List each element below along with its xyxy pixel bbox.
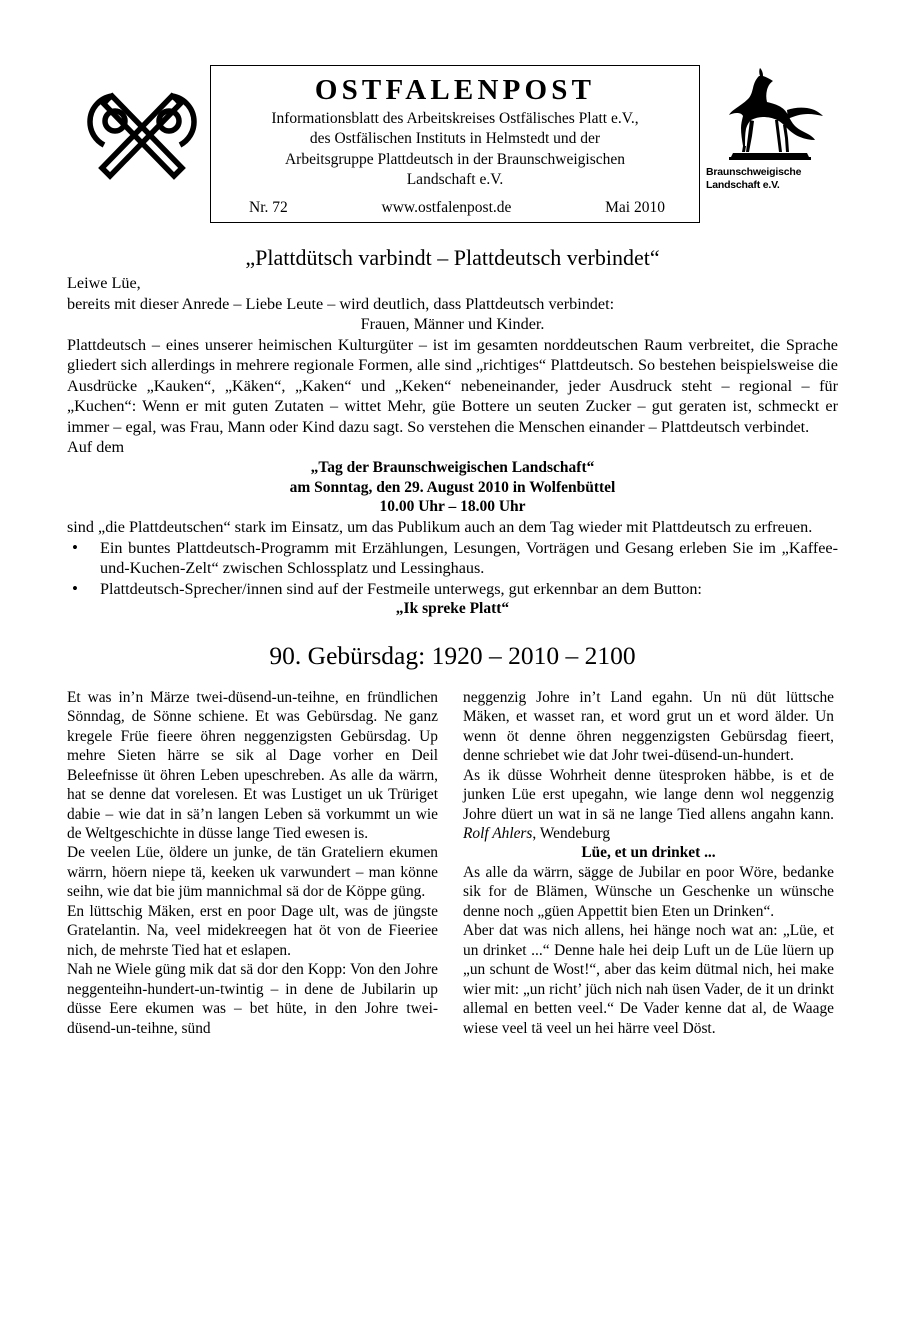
main-paragraph: Plattdeutsch – eines unserer heimischen Kulturgüter – ist im gesamten norddeutschen Raum verbreitet, die Sprache gliedert sich allerdings in mehrere regionale Formen, alle sind „richtiges“ Plattdeutsch. So bestehen beispielsweise die Ausdrücke „Kauken“, „Käken“, „Kaken“ und „Keken“ nebeneinander, jeder Ausdruck steht – regional – für „Kuchen“: Wenn er mit guten Zutaten – wittet Mehr, güe Bottere un seuten Zucker – gut geraten ist, schmeckt er immer – egal, was Frau, Mann oder Kind dazu sagt. So verstehen die Menschen einander – Plattdeutsch verbindet.: [67, 335, 838, 436]
byline-place: , Wendeburg: [532, 824, 611, 842]
subtitle-line-1: Informationsblatt des Arbeitskreises Ostfälisches Platt e.V.,: [271, 110, 639, 128]
list-item: • Plattdeutsch-Sprecher/innen sind auf der Festmeile unterwegs, gut erkennbar an dem Button:: [67, 579, 838, 599]
right-para-4: Aber dat was nich allens, hei hänge noch wat an: „Lüe, et un drinket ...“ Denne hale hei deip Luft un de Lüe lüern up „un schunt de Wost!“, aber das keim dütmal nich, hei make wier mit: „un richt’ jüch nich nah üsen Vader, de it un drinkt allemal en betten veel.“ De Vader kenne dat al, de Waage wiese veel tä veel un hei härre veel Döst.: [463, 922, 834, 1037]
left-para-2: De veelen Lüe, öldere un junke, de tän Grateliern ekumen wärrn, höern niepe tä, keeken uk varwundert – man könne seihn, wie dat bie jüm mannichmal sä dor de Köppe güng.: [67, 844, 438, 901]
masthead-box: [210, 65, 700, 223]
left-column: [67, 688, 438, 1039]
after-event-paragraph: sind „die Plattdeutschen“ stark im Einsatz, um das Publikum auch an dem Tag wieder mit Plattdeutsch zu erfreuen.: [67, 518, 813, 537]
masthead-subtitle: [217, 109, 693, 190]
left-para-3: En lüttschig Mäken, erst en poor Dage ult, was de jüngste Gratelantin. Na, veel midekreegen hat öt von de Fieeriee nich, de mehrste Tied hat et eslapen.: [67, 902, 438, 959]
right-column: [463, 688, 834, 1039]
byline-author: Rolf Ahlers: [463, 824, 533, 842]
masthead-footer: [217, 199, 693, 217]
event-title: „Tag der Braunschweigischen Landschaft“: [310, 458, 595, 476]
two-column-layout: [67, 688, 838, 1039]
subtitle-line-2: des Ostfälischen Instituts in Helmstedt und der: [309, 130, 601, 148]
left-para-4: Nah ne Wiele güng mik dat sä dor den Kopp: Von den Johre neggenteihn-hundert-un-twintig – in dene de Jubilarin up düsse Eere ekumen was – bet hüte, in den Johre twei-düsend-un-teihne, sünd: [67, 961, 438, 1037]
salutation: Leiwe Lüe,: [67, 274, 141, 293]
byline-paragraph-text: As ik düsse Wohrheit denne ütesproken häbbe, is et de junken Lüe erst upegahn, wie lange denn wol neggenzig Johre düert un wat in sä ne lange Tied allens angahn kann.: [463, 766, 834, 823]
button-slogan: „Ik spreke Platt“: [395, 600, 510, 618]
event-announcement: [67, 458, 838, 517]
issue-date: Mai 2010: [605, 198, 665, 216]
logo-caption-line-1: Braunschweigische: [706, 166, 802, 178]
logo-caption: [704, 166, 834, 192]
second-article-title: 90. Gebürsdag: 1920 – 2010 – 2100: [269, 641, 636, 670]
right-para-2-with-byline: [463, 766, 834, 844]
event-time: 10.00 Uhr – 18.00 Uhr: [379, 498, 526, 516]
article-body: [67, 245, 838, 1038]
article-headline: „Plattdütsch varbindt – Plattdeutsch verbindet“: [245, 245, 660, 270]
intro-center-line: Frauen, Männer und Kinder.: [360, 315, 545, 334]
event-lead-in: Auf dem: [67, 438, 125, 457]
logo-caption-line-2: Landschaft e.V.: [706, 179, 780, 192]
masthead: [0, 60, 904, 235]
publication-title: OSTFALENPOST: [314, 74, 596, 106]
intro-line: bereits mit dieser Anrede – Liebe Leute – wird deutlich, dass Plattdeutsch verbindet:: [67, 294, 615, 313]
program-bullet-list: [67, 538, 838, 599]
event-date: am Sonntag, den 29. August 2010 in Wolfenbüttel: [289, 478, 616, 496]
list-item: • Ein buntes Plattdeutsch-Programm mit Erzählungen, Lesungen, Vorträgen und Gesang erleben Sie im „Kaffee-und-Kuchen-Zelt“ zwischen Schlossplatz und Lessinghaus.: [67, 538, 838, 579]
braunschweigische-landschaft-horse-logo: [704, 68, 834, 192]
newsletter-page: [0, 60, 904, 1340]
subtitle-line-3: Arbeitsgruppe Plattdeutsch in der Braunschweigischen: [284, 150, 626, 168]
left-para-1: Et was in’n Märze twei-düsend-un-teihne, en fründlichen Sönndag, de Sönne schiene. Et was Gebürsdag. Ne ganz kregele Früe fieere öhren neggenzigsten Gebürsdag. Up mehre Sieten härre se sik al Dage vorher en Deil Beleefnisse üt öhren Leben upeschreben. As alle da wärrn, hat se denne dat vorelesen. Et was Lustiget un uk Trüriget dabie – wie dat in sä’n langen Leben sä vorkummt un wie de Weltgeschichte in düsse lange Tied ewesen is.: [67, 688, 438, 842]
subsection-title: Lüe, et un drinket ...: [581, 844, 716, 862]
right-para-3: As alle da wärrn, sägge de Jubilar en poor Wöre, bedanke sik for de Blämen, Wünsche un Geschenke un wünsche denne noch „güen Appettit bien Eten un Drinken“.: [463, 863, 834, 920]
crossed-horse-head-gable-logo: [82, 76, 202, 191]
right-para-1: neggenzig Johre in’t Land egahn. Un nü düt lüttsche Mäken, et wasset ran, et word grut un et word älder. Un wenn öt denne öhren neggenzigsten Gebürsdag fieert, denne schriebet wie dat Johr twei-düsend-un-hundert.: [463, 688, 834, 765]
subtitle-line-4: Landschaft e.V.: [406, 170, 504, 188]
issue-number: Nr. 72: [249, 198, 288, 216]
website-url[interactable]: www.ostfalenpost.de: [381, 198, 512, 216]
